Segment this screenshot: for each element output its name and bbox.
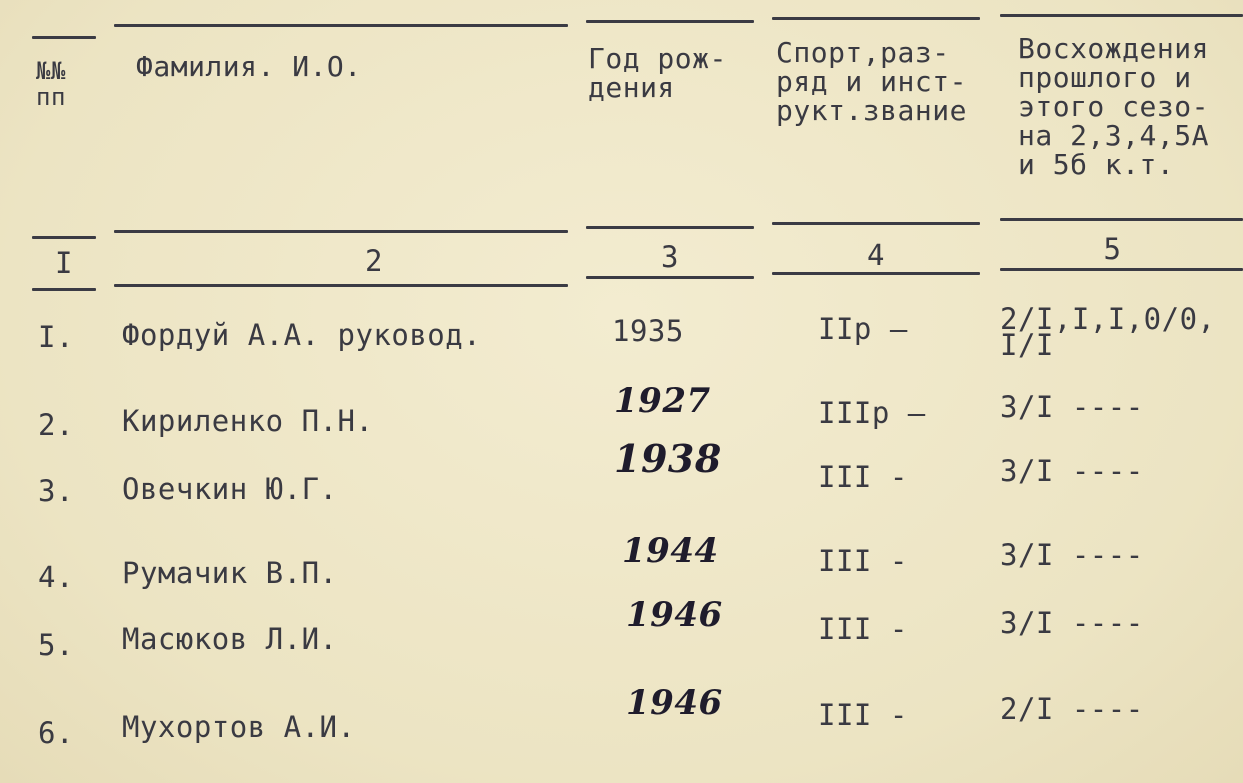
header-sport-rank: Спорт,раз- ряд и инст- рукт.звание xyxy=(776,36,967,127)
row-rank: III - xyxy=(818,698,908,732)
row-number: 3. xyxy=(38,474,74,508)
row-name: Румачик В.П. xyxy=(122,556,338,590)
column-number: I xyxy=(55,246,73,280)
column-number: 4 xyxy=(867,238,885,272)
header-rule xyxy=(1000,14,1243,17)
row-birth-year: 1938 xyxy=(614,436,722,481)
row-climbs: 3/I ---- xyxy=(1000,454,1144,488)
row-name: Овечкин Ю.Г. xyxy=(122,472,338,506)
row-birth-year: 1927 xyxy=(614,381,711,421)
row-rank: III - xyxy=(818,544,908,578)
column-number: 5 xyxy=(1103,232,1122,266)
row-number: I. xyxy=(38,320,74,354)
row-number: 2. xyxy=(38,408,74,442)
header-rule xyxy=(32,288,96,291)
header-rule xyxy=(586,276,754,279)
row-number: 4. xyxy=(38,560,74,594)
row-name: Мухортов А.И. xyxy=(122,710,356,744)
header-rule xyxy=(114,24,568,27)
row-climbs: 2/I,I,I,0/0, I/I xyxy=(1000,302,1216,362)
row-birth-year: 1935 xyxy=(612,314,684,348)
header-rule xyxy=(32,36,96,39)
header-rule xyxy=(772,272,980,275)
row-rank: IIр — xyxy=(818,312,908,346)
row-rank: III - xyxy=(818,612,908,646)
column-number: 2 xyxy=(365,244,383,278)
row-number: 6. xyxy=(38,716,74,750)
row-name: Масюков Л.И. xyxy=(122,622,338,656)
header-climbs: Восхождения прошлого и этого сезо- на 2,3,4,5А и 5б к.т. xyxy=(1018,32,1209,181)
row-birth-year: 1946 xyxy=(626,595,723,635)
header-rule xyxy=(772,222,980,225)
header-rule xyxy=(586,226,754,229)
row-climbs: 2/I ---- xyxy=(1000,692,1144,726)
row-climbs: 3/I ---- xyxy=(1000,606,1144,640)
header-rule xyxy=(586,20,754,23)
row-climbs: 3/I ---- xyxy=(1000,538,1144,572)
row-name: Кириленко П.Н. xyxy=(122,404,374,438)
header-rule xyxy=(114,284,568,287)
header-birth-year: Год рож- дения xyxy=(588,42,727,104)
row-name: Фордуй А.А. руковод. xyxy=(122,318,482,352)
column-number: 3 xyxy=(661,240,679,274)
header-rule xyxy=(1000,218,1243,221)
row-birth-year: 1944 xyxy=(622,531,719,571)
header-number: №№ пп xyxy=(36,57,66,111)
row-rank: IIIр — xyxy=(818,396,926,430)
header-rule xyxy=(1000,268,1243,271)
row-birth-year: 1946 xyxy=(626,683,723,723)
header-rule xyxy=(772,17,980,20)
header-name: Фамилия. И.О. xyxy=(136,50,362,83)
row-climbs: 3/I ---- xyxy=(1000,390,1144,424)
header-rule xyxy=(114,230,568,233)
row-number: 5. xyxy=(38,628,74,662)
row-rank: III - xyxy=(818,460,908,494)
header-rule xyxy=(32,236,96,239)
